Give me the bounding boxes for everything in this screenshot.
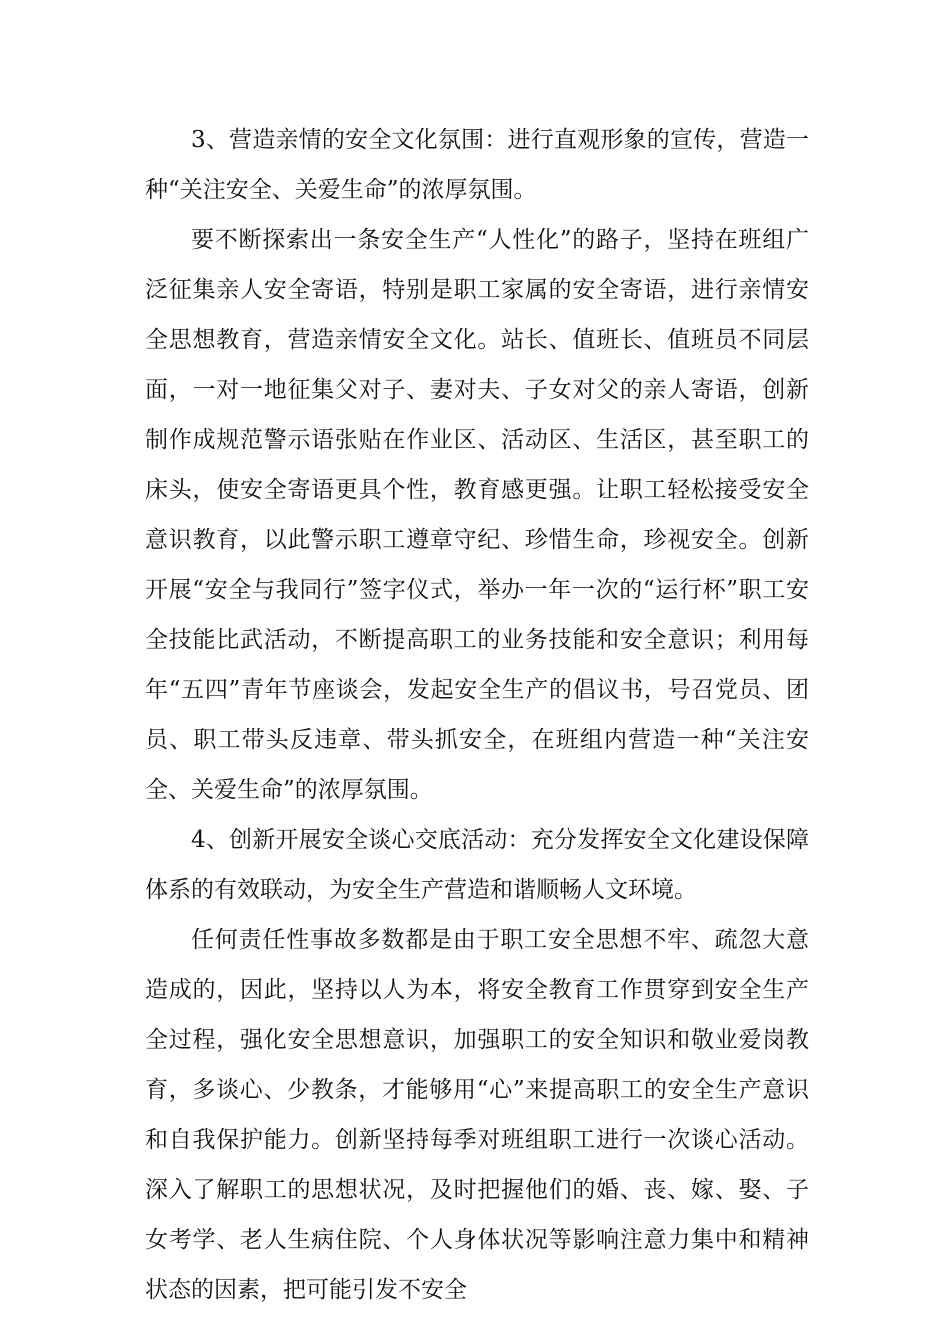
document-body <box>145 115 809 1315</box>
paragraph-heart-to-heart-talks: 任何责任性事故多数都是由于职工安全思想不牢、疏忽大意造成的，因此，坚持以人为本，将安全教育工作贯穿到安全生产全过程，强化安全思想意识，加强职工的安全知识和敬业爱岗教育，多谈心、少教条，才能够用“心”来提高职工的安全生产意识和自我保护能力。创新坚持每季对班组职工进行一次谈心活动。深入了解职工的思想状况，及时把握他们的婚、丧、嫁、娶、子女考学、老人生病住院、个人身体状况等影响注意力集中和精神状态的因素，把可能引发不安全 <box>145 927 809 1303</box>
paragraph-section-4-heading: 4、创新开展安全谈心交底活动：充分发挥安全文化建设保障体系的有效联动，为安全生产营造和谐顺畅人文环境。 <box>145 827 809 903</box>
paragraph-family-safety-culture: 要不断探索出一条安全生产“人性化”的路子，坚持在班组广泛征集亲人安全寄语，特别是职工家属的安全寄语，进行亲情安全思想教育，营造亲情安全文化。站长、值班长、值班员不同层面，一对一地征集父对子、妻对夫、子女对父的亲人寄语，创新制作成规范警示语张贴在作业区、活动区、生活区，甚至职工的床头，使安全寄语更具个性，教育感更强。让职工轻松接受安全意识教育，以此警示职工遵章守纪、珍惜生命，珍视安全。创新开展“安全与我同行”签字仪式，举办一年一次的“运行杯”职工安全技能比武活动，不断提高职工的业务技能和安全意识；利用每年“五四”青年节座谈会，发起安全生产的倡议书，号召党员、团员、职工带头反违章、带头抓安全，在班组内营造一种“关注安全、关爱生命”的浓厚氛围。 <box>145 227 809 803</box>
paragraph-section-3-heading: 3、营造亲情的安全文化氛围：进行直观形象的宣传，营造一种“关注安全、关爱生命”的浓厚氛围。 <box>145 127 809 203</box>
